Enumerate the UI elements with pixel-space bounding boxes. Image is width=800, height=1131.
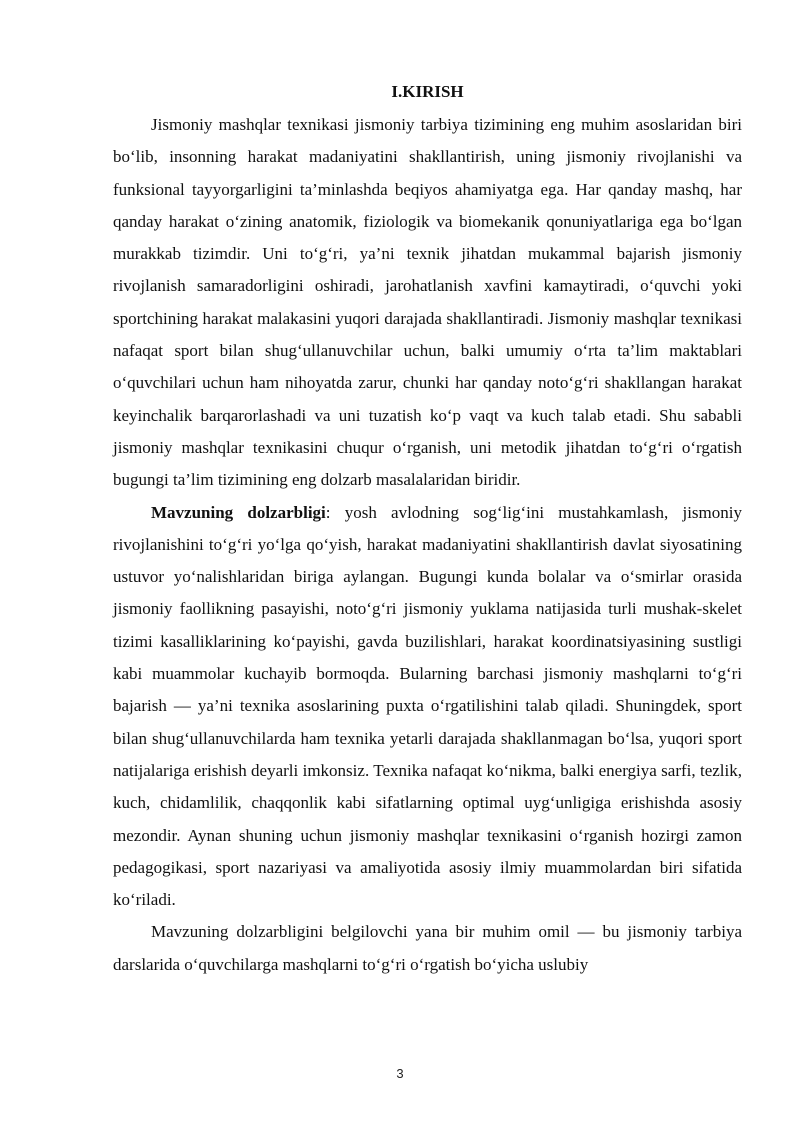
paragraph-relevance (113, 497, 742, 917)
paragraph-continuation (113, 916, 742, 981)
paragraph-relevance-text: yosh avlodning sog‘lig‘ini mustahkamlash, jismoniy rivojlanishini to‘g‘ri yo‘lga qo‘yish, harakat madaniyatini shakllantirish davlat siyosatining ustuvor yo‘nalishlaridan biriga aylangan. Bugungi kunda bolalar va o‘smirlar orasida jismoniy faollikning pasayishi, noto‘g‘ri jismoniy yuklama natijasida turli mushak-skelet tizimi kasalliklarining ko‘payishi, gavda buzilishlari, harakat koordinatsiyasining sustligi kabi muammolar kuchayib bormoqda. Bularning barchasi jismoniy mashqlarni to‘g‘ri bajarish — ya’ni texnika asoslarining puxta o‘rgatilishini talab qiladi. Shuningdek, sport bilan shug‘ullanuvchilarda ham texnika yetarli darajada shakllanmagan bo‘lsa, yuqori sport natijalariga erishish deyarli imkonsiz. Texnika nafaqat ko‘nikma, balki energiya sarfi, tezlik, kuch, chidamlilik, chaqqonlik kabi sifatlarning optimal uyg‘unligiga erishishda asosiy mezondir. Aynan shuning uchun jismoniy mashqlar texnikasini o‘rganish hozirgi zamon pedagogikasi, sport nazariyasi va amaliyotida asosiy ilmiy muammolardan biri sifatida ko‘riladi. (113, 502, 742, 910)
relevance-lead-term: Mavzuning dolzarbligi (151, 502, 326, 522)
section-heading: I.KIRISH (391, 82, 464, 101)
document-page (113, 80, 742, 981)
page-number: 3 (396, 1066, 404, 1081)
paragraph-continuation-text: Mavzuning dolzarbligini belgilovchi yana bir muhim omil — bu jismoniy tarbiya darslarida o‘quvchilarga mashqlarni to‘g‘ri o‘rgatish bo‘yicha uslubiy (113, 922, 742, 974)
relevance-separator: : (325, 502, 345, 522)
paragraph-intro (113, 109, 742, 497)
paragraph-intro-text: Jismoniy mashqlar texnikasi jismoniy tarbiya tizimining eng muhim asoslaridan biri bo‘lib, insonning harakat madaniyatini shakllantirish, uning jismoniy rivojlanishi va funksional tayyorgarligini ta’minlashda beqiyos ahamiyatga ega. Har qanday mashq, har qanday harakat o‘zining anatomik, fiziologik va biomekanik qonuniyatlariga ega bo‘lgan murakkab tizimdir. Uni to‘g‘ri, ya’ni texnik jihatdan mukammal bajarish jismoniy rivojlanish samaradorligini oshiradi, jarohatlanish xavfini kamaytiradi, o‘quvchi yoki sportchining harakat malakasini yuqori darajada shakllantiradi. Jismoniy mashqlar texnikasi nafaqat sport bilan shug‘ullanuvchilar uchun, balki umumiy o‘rta ta’lim maktablari o‘quvchilari uchun ham nihoyatda zarur, chunki har qanday noto‘g‘ri shakllangan harakat keyinchalik barqarorlashadi va uni tuzatish ko‘p vaqt va kuch talab etadi. Shu sababli jismoniy mashqlar texnikasini chuqur o‘rganish, uni metodik jihatdan to‘g‘ri o‘rgatish bugungi ta’lim tizimining eng dolzarb masalalaridan biridir. (113, 115, 742, 490)
